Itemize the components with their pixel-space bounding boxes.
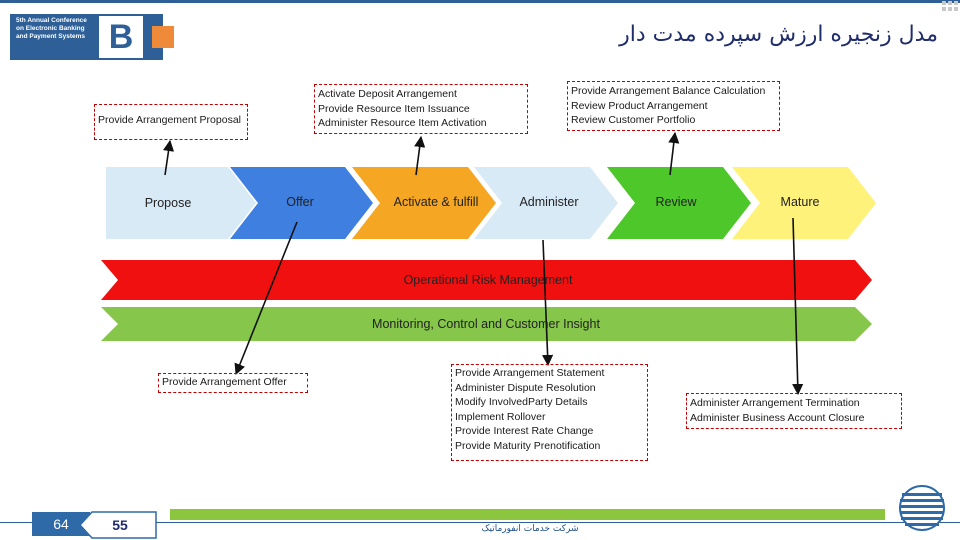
administer-activity-5: Provide Interest Rate Change	[455, 425, 594, 437]
footer-green-bar	[170, 509, 885, 520]
activate-activity-box	[314, 84, 528, 134]
stage-review-label: Review	[655, 195, 697, 209]
secondary-page-number: 55	[112, 517, 128, 533]
administer-activity-4: Implement Rollover	[455, 410, 546, 423]
page-number: 64	[32, 512, 90, 536]
review-activity-3: Review Customer Portfolio	[571, 114, 696, 126]
review-activity-2: Review Product Arrangement	[571, 99, 708, 112]
review-activity-box	[567, 81, 780, 131]
mature-activity-1: Administer Arrangement Termination	[690, 397, 860, 409]
propose-activity-box	[94, 104, 248, 140]
stage-propose-label: Propose	[144, 196, 192, 210]
mature-activity-2: Administer Business Account Closure	[690, 411, 865, 424]
stage-activate-label: Activate & fulfill	[393, 195, 479, 209]
stage-mature-label: Mature	[780, 195, 820, 209]
activate-activity-1: Activate Deposit Arrangement	[318, 88, 457, 100]
administer-activity-box	[451, 364, 648, 461]
footer-company-name: شرکت خدمات انفورماتیک	[481, 524, 579, 534]
monitoring-band-label: Monitoring, Control and Customer Insight	[372, 317, 600, 331]
page-title: مدل زنجیره ارزش سپرده مدت دار	[619, 22, 938, 47]
company-globe-icon	[898, 484, 946, 532]
administer-activity-6: Provide Maturity Prenotification	[455, 439, 601, 452]
arrow-administer	[543, 240, 548, 365]
offer-activity-1: Provide Arrangement Offer	[162, 376, 287, 388]
administer-activity-3: Modify InvolvedParty Details	[455, 396, 588, 408]
stage-offer-label: Offer	[286, 195, 314, 209]
activate-activity-2: Provide Resource Item Issuance	[318, 102, 470, 115]
conference-logo-text: 5th Annual Conference on Electronic Banking and Payment Systems	[16, 17, 87, 40]
propose-activity-1: Provide Arrangement Proposal	[98, 114, 241, 126]
stage-administer-label: Administer	[519, 195, 579, 209]
risk-band-label: Operational Risk Management	[403, 273, 573, 287]
activate-activity-3: Administer Resource Item Activation	[318, 117, 487, 129]
arrow-mature	[793, 218, 798, 394]
administer-activity-2: Administer Dispute Resolution	[455, 381, 596, 394]
offer-activity-box	[158, 373, 308, 393]
mature-activity-box	[686, 393, 902, 429]
administer-activity-1: Provide Arrangement Statement	[455, 367, 605, 379]
logo-letter: B	[108, 18, 134, 56]
review-activity-1: Provide Arrangement Balance Calculation	[571, 85, 766, 97]
